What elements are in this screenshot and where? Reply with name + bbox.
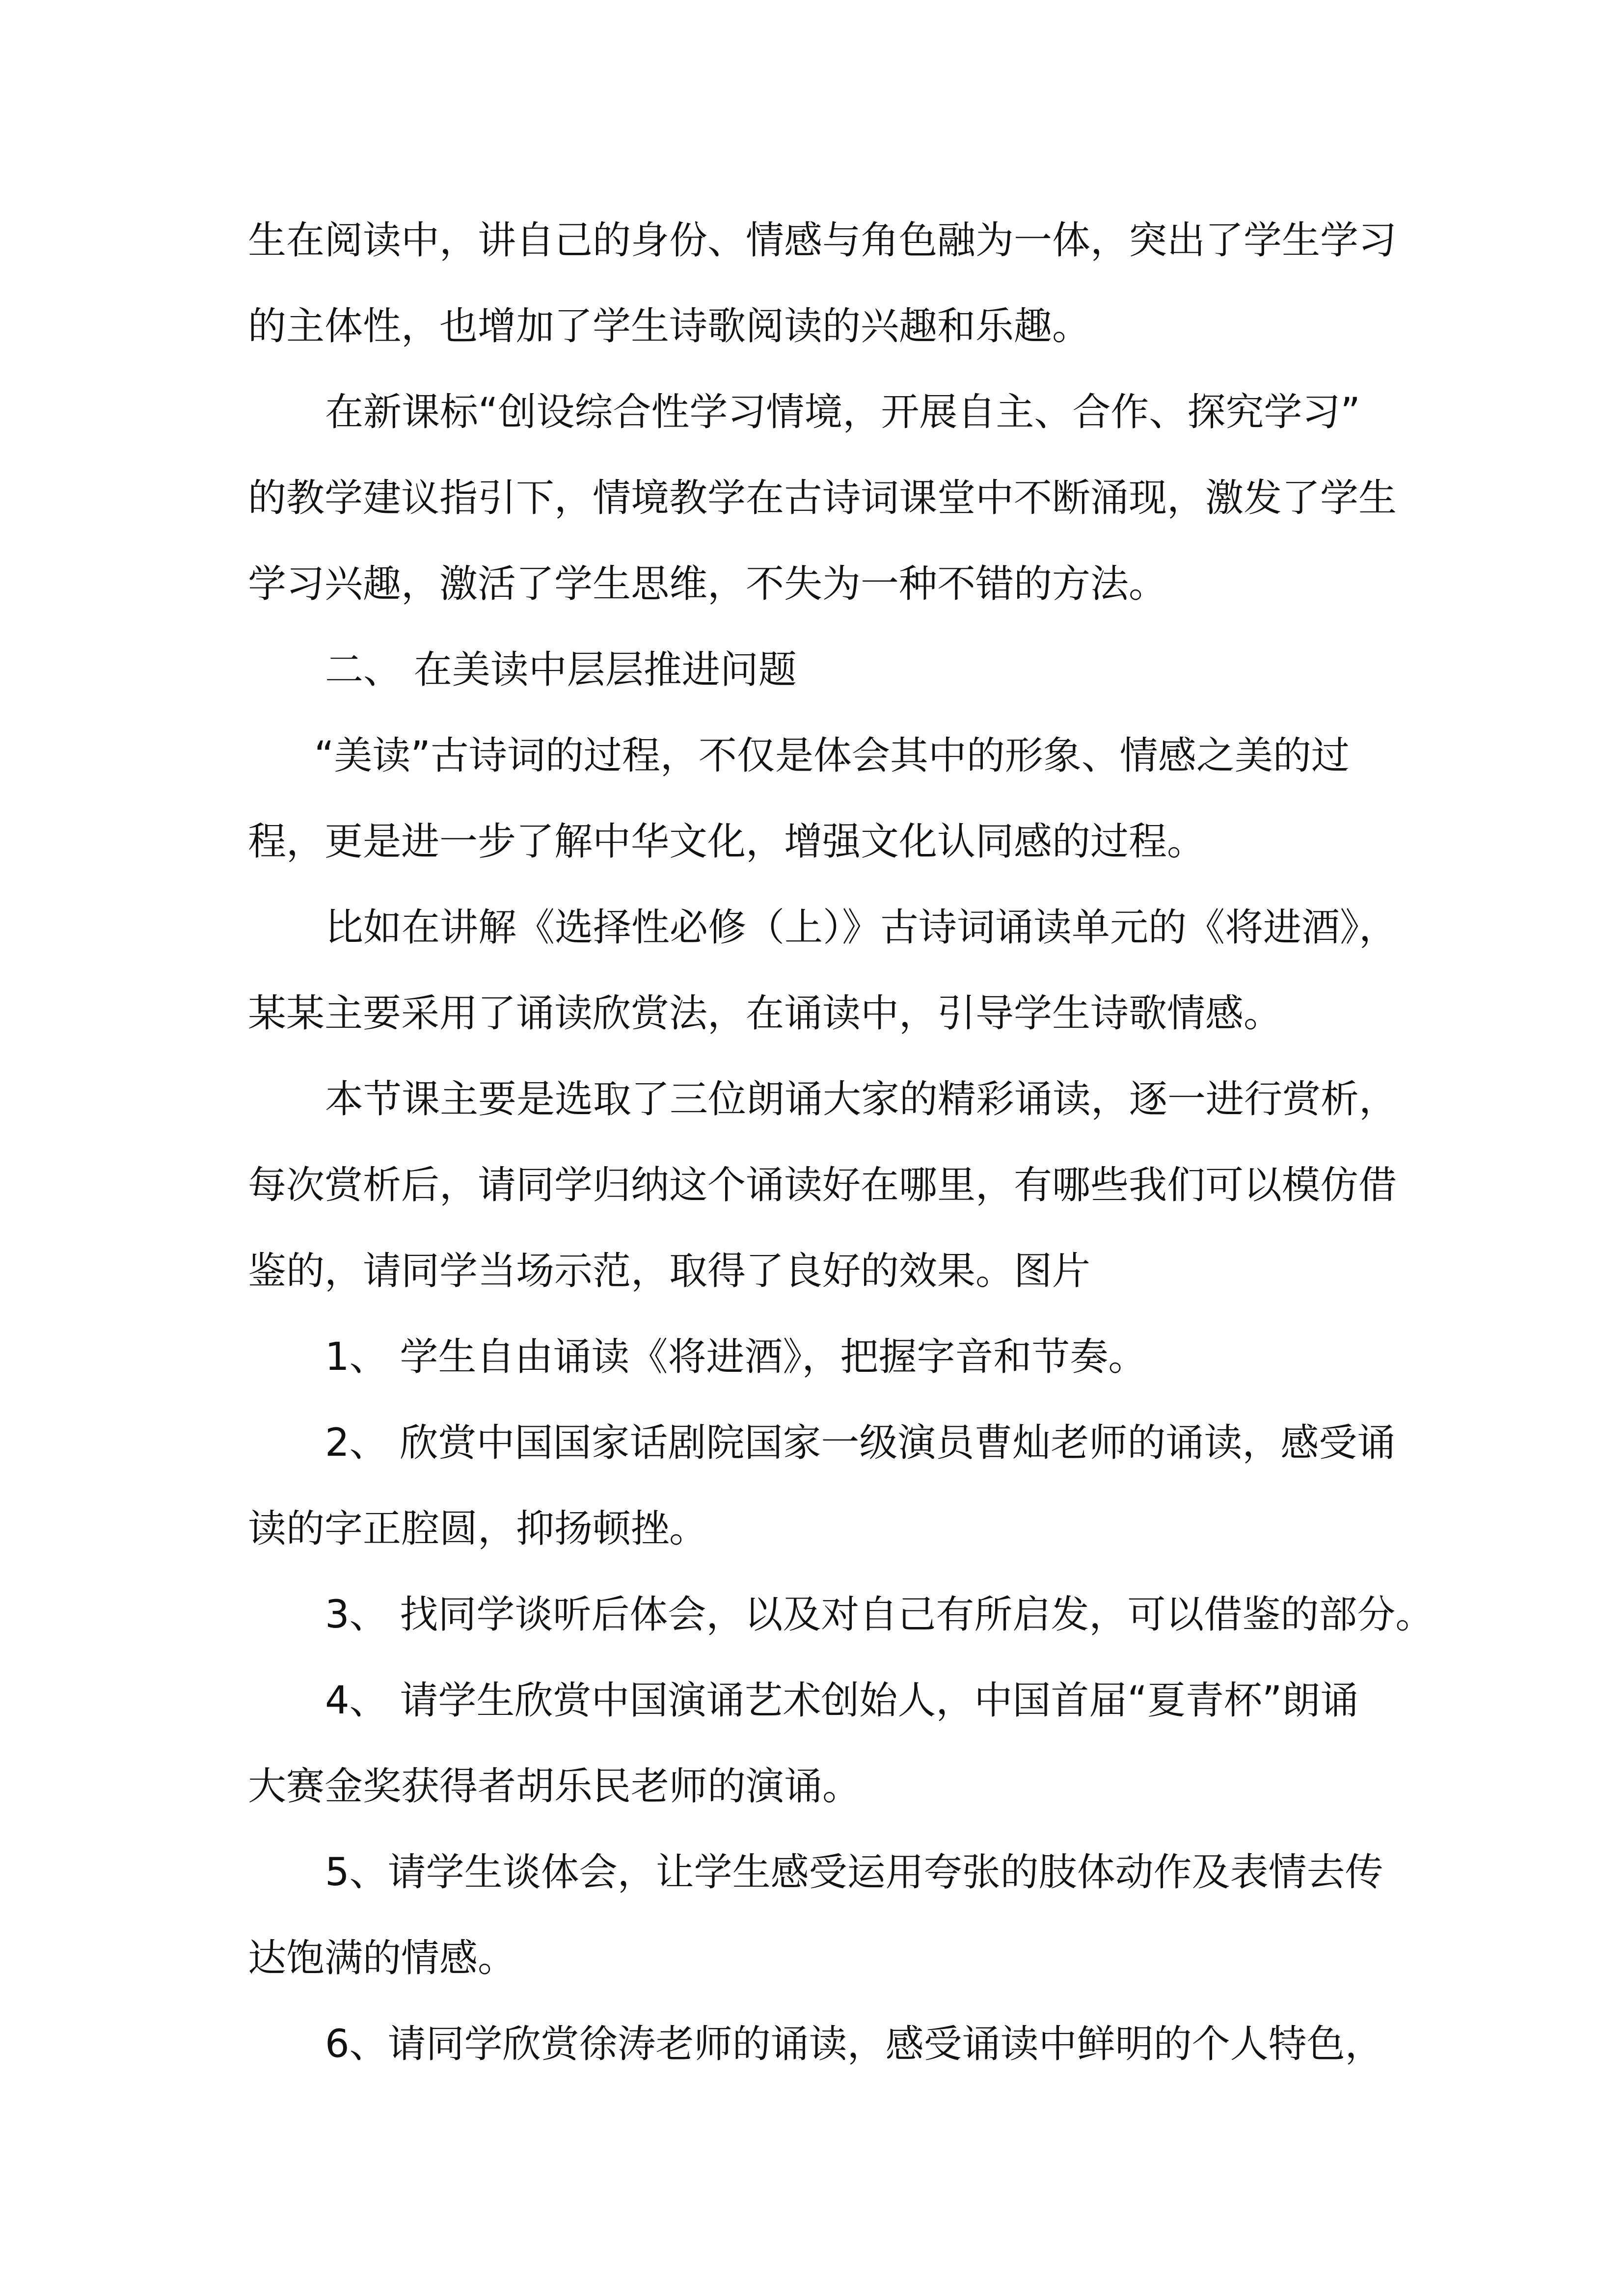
paragraph-start: 比如在讲解《选择性必修（上）》古诗词诵读单元的《将进酒》， [325,906,1398,950]
text-line: 的主体性，也增加了学生诗歌阅读的兴趣和乐趣。 [248,304,1091,348]
text-line: 生在阅读中，讲自己的身份、情感与角色融为一体，突出了学生学习 [248,218,1397,263]
list-item: 5、请学生谈体会，让学生感受运用夸张的肢体动作及表情去传 [325,1850,1383,1895]
list-item: 1、 学生自由诵读《将进酒》，把握字音和节奏。 [325,1335,1147,1379]
list-item: 3、 找同学谈听后体会，以及对自己有所启发，可以借鉴的部分。 [325,1593,1434,1637]
text-line: 大赛金奖获得者胡乐民老师的演诵。 [248,1764,861,1809]
text-line: 达饱满的情感。 [248,1936,516,1980]
text-line: 每次赏析后，请同学归纳这个诵读好在哪里，有哪些我们可以模仿借 [248,1163,1397,1207]
paragraph-start: “美读”古诗词的过程，不仅是体会其中的形象、情感之美的过 [314,734,1350,778]
paragraph-start: 本节课主要是选取了三位朗诵大家的精彩诵读，逐一进行赏析， [325,1077,1398,1121]
text-line: 读的字正腔圆，抑扬顿挫。 [248,1507,708,1551]
list-item: 4、 请学生欣赏中国演诵艺术创始人，中国首届“夏青杯”朗诵 [325,1679,1359,1723]
paragraph-start: 在新课标“创设综合性学习情境，开展自主、合作、探究学习” [325,390,1360,434]
section-heading: 二、 在美读中层层推进问题 [325,648,797,692]
text-line: 某某主要采用了诵读欣赏法，在诵读中，引导学生诗歌情感。 [248,991,1282,1036]
list-item: 6、请同学欣赏徐涛老师的诵读，感受诵读中鲜明的个人特色， [325,2022,1383,2066]
text-line: 鉴的，请同学当场示范，取得了良好的效果。图片 [248,1249,1091,1293]
list-item: 2、 欣赏中国国家话剧院国家一级演员曹灿老师的诵读，感受诵 [325,1421,1396,1465]
text-line: 的教学建议指引下，情境教学在古诗词课堂中不断涌现，激发了学生 [248,476,1397,520]
text-line: 学习兴趣，激活了学生思维，不失为一种不错的方法。 [248,562,1167,606]
text-line: 程，更是进一步了解中华文化，增强文化认同感的过程。 [248,820,1206,864]
